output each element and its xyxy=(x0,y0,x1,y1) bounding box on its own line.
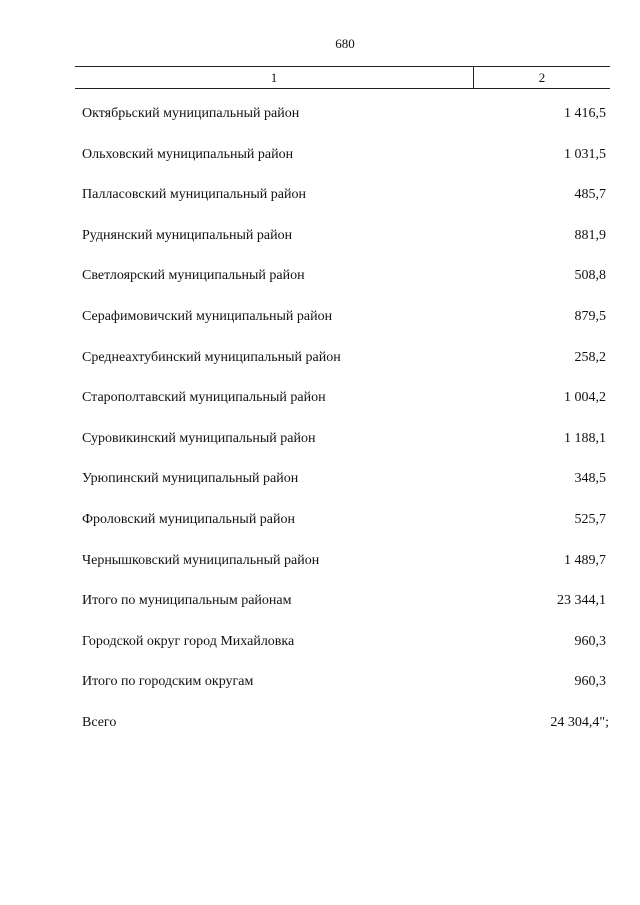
row-value: 960,3 xyxy=(574,674,606,690)
row-value: 23 344,1 xyxy=(557,593,606,609)
row-name: Всего xyxy=(82,714,117,730)
table-row xyxy=(82,106,606,147)
table-row xyxy=(82,147,606,188)
row-name: Серафимовичский муниципальный район xyxy=(82,308,333,324)
row-name: Октябрьский муниципальный район xyxy=(82,106,300,121)
table-row xyxy=(82,228,606,269)
row-name: Ольховский муниципальный район xyxy=(82,146,294,162)
row-name: Городской округ город Михайловка xyxy=(82,633,295,649)
row-name: Урюпинский муниципальный район xyxy=(82,471,299,487)
table-row xyxy=(82,187,606,228)
table-row xyxy=(82,390,606,431)
row-name: Итого по городским округам xyxy=(82,674,254,690)
table-row xyxy=(82,512,606,553)
subtotal-row xyxy=(82,593,606,634)
table-row xyxy=(82,634,606,675)
table-row xyxy=(82,431,606,472)
row-value: 1 031,5 xyxy=(564,146,606,162)
row-name: Фроловский муниципальный район xyxy=(82,511,296,527)
table-row xyxy=(82,471,606,512)
row-value: 1 489,7 xyxy=(564,552,606,568)
row-value: 960,3 xyxy=(574,633,606,649)
row-value: 24 304,4"; xyxy=(550,714,609,730)
table-row xyxy=(82,309,606,350)
row-value: 1 188,1 xyxy=(564,430,606,446)
page-number: 680 xyxy=(335,36,355,51)
table-header xyxy=(75,66,610,89)
row-name: Итого по муниципальным районам xyxy=(82,593,292,609)
row-name: Палласовский муниципальный район xyxy=(82,187,306,203)
row-value: 258,2 xyxy=(574,349,606,365)
row-name: Чернышковский муниципальный район xyxy=(82,552,320,568)
row-value: 348,5 xyxy=(574,471,606,487)
table-row xyxy=(82,350,606,391)
row-value: 485,7 xyxy=(574,187,606,203)
total-row xyxy=(82,714,609,756)
row-value: 879,5 xyxy=(574,308,606,324)
subtotal-row xyxy=(82,674,606,715)
row-value: 508,8 xyxy=(574,268,606,284)
column-header-1: 1 xyxy=(75,67,474,88)
column-header-2: 2 xyxy=(538,70,546,85)
row-name: Среднеахтубинский муниципальный район xyxy=(82,349,341,365)
row-value: 525,7 xyxy=(574,511,606,527)
row-value: 1 004,2 xyxy=(564,390,606,406)
row-value: 1 416,5 xyxy=(564,106,606,121)
row-name: Суровикинский муниципальный район xyxy=(82,430,316,446)
row-name: Руднянский муниципальный район xyxy=(82,227,293,243)
row-name: Светлоярский муниципальный район xyxy=(82,268,305,284)
table-row xyxy=(82,268,606,309)
row-name: Старополтавский муниципальный район xyxy=(82,390,326,406)
table-row xyxy=(82,553,606,594)
row-value: 881,9 xyxy=(574,227,606,243)
table-body xyxy=(82,106,609,756)
